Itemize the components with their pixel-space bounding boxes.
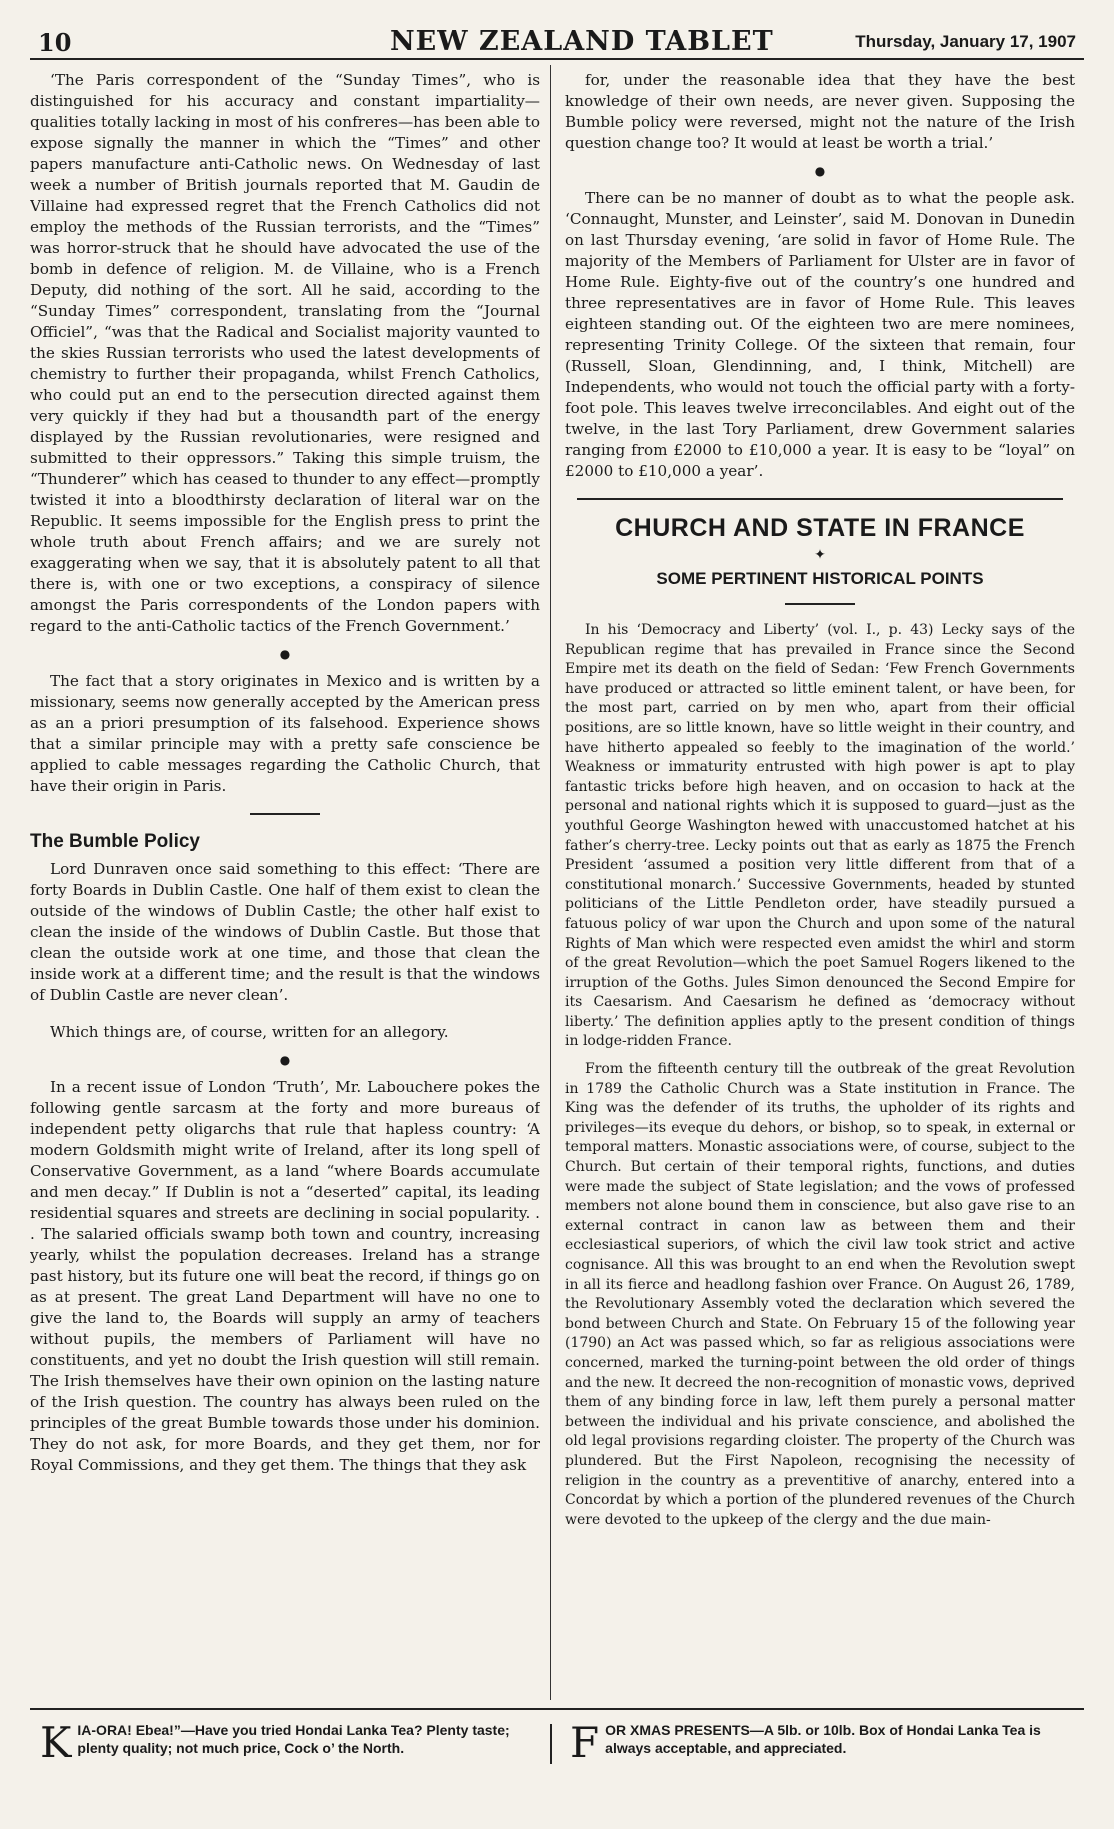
newspaper-title: NEW ZEALAND TABLET — [390, 26, 774, 57]
paragraph: There can be no manner of doubt as to what the people ask. ‘Connaught, Munster, and Leinster’, said M. Donovan in Dunedin on last Thursday evening, ‘are solid in favor of Home Rule. The majority of the Members of Parliament for Ulster are in favor of Home Rule. Eighty-five out of the country’s one hundred and three representatives are in favor of Home Rule. This leaves eighteen standing out. Of the eighteen two are mere nominees, representing Trinity College. Of the sixteen that remain, four (Russell, Sloan, Glendinning, and, I think, Mitchell) are Independents, who would not touch the official party with a forty-foot pole. This leaves twelve irreconcilables. And eight out of the twelve, in the last Tory Parliament, drew Government salaries ranging from £2000 to £10,000 a year. It is easy to be “loyal” on £2000 to £10,000 a year’. — [565, 189, 1075, 480]
issue-date: Thursday, January 17, 1907 — [855, 32, 1076, 51]
paragraph: for, under the reasonable idea that they have the best knowledge of their own needs, are never given. Supposing the Bumble policy were reversed, might not the nature of the Irish question change too? It would at least be worth a trial.’ — [565, 71, 1075, 152]
page-number: 10 — [38, 28, 72, 57]
section-rule — [577, 498, 1063, 500]
paragraph: From the fifteenth century till the outbreak of the great Revolution in 1789 the Catholic Church was a State institution in France. The King was the defender of its truths, the upholder of its rights and privileges—its eveque du dehors, or bishop, so to speak, in external or temporal matters. Monastic associations were, of course, subject to the Church. But certain of their temporal rights, functions, and duties were made the subject of State legislation; and the vows of professed members not alone bound them in conscience, but also gave rise to an external contract in canon law as between them and their ecclesiastical superiors, of which the civil law took strict and active cognisance. All this was brought to an end when the Revolution swept in all its fierce and headlong fashion over France. On August 26, 1789, the Revolutionary Assembly voted the declaration which severed the bond between Church and State. On February 15 of the following year (1790) an Act was passed which, so far as religious associations were concerned, marked the turning-point between the old order of things and the new. It decreed the non-recognition of monastic vows, deprived them of any binding force in law, left them purely a personal matter between the individual and his private conscience, and abolished the old legal provisions regarding cloister. The property of the Church was plundered. But the First Napoleon, recognising the necessity of religion in the country as a preventitive of anarchy, entered into a Concordat by which a portion of the plundered revenues of the Church were devoted to the upkeep of the clergy and the due main- — [565, 1061, 1075, 1528]
separator-dot: ● — [279, 1053, 291, 1067]
ad-divider — [550, 1724, 552, 1764]
article-headline: CHURCH AND STATE IN FRANCE — [615, 514, 1025, 542]
paragraph: The fact that a story originates in Mexico and is written by a missionary, seems now generally accepted by the American press as an a priori presumption of its falsehood. Experience shows that a similar principle may with a pretty safe conscience be applied to cable messages regarding the Catholic Church, that have their origin in Paris. — [30, 672, 540, 795]
paragraph: Which things are, of course, written for an allegory. — [50, 1023, 449, 1041]
right-column — [565, 70, 1075, 1690]
column-divider — [550, 65, 551, 1700]
drop-cap: K — [40, 1718, 72, 1767]
advertisement-text: IA-ORA! Ebea!”—Have you tried Hondai Lanka Tea? Plenty taste; plenty quality; not much price, Cock o’ the North. — [77, 1722, 510, 1756]
section-heading: The Bumble Policy — [30, 831, 200, 852]
paragraph: In his ‘Democracy and Liberty’ (vol. I., p. 43) Lecky says of the Republican regime that has prevailed in France since the Second Empire met its death on the field of Sedan: ‘Few French Governments have produced or attracted so little eminent talent, or have been, for the most part, carried on by men who, apart from their official positions, are so little known, have so little weight in their country, and have hitherto appealed so feebly to the imagination of the world.’ Weakness or immaturity entrusted with high power is apt to play fantastic tricks before high heaven, and on occasion to hack at the personal and national rights which it is supposed to guard—just as the youthful George Washington hewed with unaccustomed hatchet at his father’s cherry-tree. Lecky points out that as early as 1875 the French President ‘assumed a position very little different from that of a constitutional monarch.’ Successive Governments, headed by stunted politicians of the Little Pendleton order, have steadily pursued a fatuous policy of war upon the Church and upon some of the natural Rights of Man which were respected even amidst the whirl and storm of the great Revolution—which the poet Samuel Rogers likened to the irruption of the Goths. Jules Simon denounced the Second Empire for its Caesarism. And Caesarism he defined as ‘democracy without liberty.’ The definition applies aptly to the present condition of things in lodge-ridden France. — [565, 622, 1075, 1050]
left-column — [30, 70, 540, 1690]
section-rule — [250, 813, 320, 815]
advertisement-text: OR XMAS PRESENTS—A 5lb. or 10lb. Box of Hondai Lanka Tea is always acceptable, and appreciated. — [605, 1722, 1041, 1756]
section-rule — [785, 603, 855, 605]
advertisement-left — [40, 1718, 530, 1782]
separator-dot: ● — [279, 647, 291, 661]
paragraph: ‘The Paris correspondent of the “Sunday Times”, who is distinguished for his accuracy and constant impartiality—qualities totally lacking in most of his confreres—has been able to expose signally the manner in which the “Times” and other papers manufacture anti-Catholic news. On Wednesday of last week a number of British journals reported that M. Gaudin de Villaine had expressed regret that the French Catholics did not employ the methods of the Russian terrorists, and the “Times” was horror-struck that he should have advocated the use of the bomb in defence of religion. M. de Villaine, who is a French Deputy, did nothing of the sort. All he said, according to the “Sunday Times” correspondent, translating from the “Journal Officiel”, “was that the Radical and Socialist majority vaunted to the skies Russian terrorists who used the latest developments of chemistry to further their propaganda, whilst French Catholics, who could put an end to the persecution directed against them very quickly if they had but a thousandth part of the energy displayed by the Russian revolutionaries, were resigned and submitted to their oppressors.” Taking this simple truism, the “Thunderer” which has ceased to thunder to any effect—promptly twisted it into a bloodthirsty declaration of literal war on the Republic. It seems impossible for the English press to print the whole truth about French affairs; and we are surely not exaggerating when we say, that it is absolutely patent to all that there is, with one or two exceptions, a conspiracy of silence amongst the Paris correspondents of the London papers with regard to the anti-Catholic tactics of the French Government.’ — [30, 71, 540, 635]
paragraph: Lord Dunraven once said something to this effect: ‘There are forty Boards in Dublin Castle. One half of them exist to clean the outside of the windows of Dublin Castle; the other half exist to clean the inside of the windows of Dublin Castle. But those that clean the outside work at one time, and those that clean the inside work at a different time; and the result is that the windows of Dublin Castle are never clean’. — [30, 860, 540, 1004]
paragraph: In a recent issue of London ‘Truth’, Mr. Labouchere pokes the following gentle sarcasm at the forty and more bureaus of independent petty oligarchs that rule that hapless country: ‘A modern Goldsmith might write of Ireland, after its long spell of Conservative Government, as a land “where Boards accumulate and men decay.” If Dublin is not a “deserted” capital, its leading residential squares and streets are declining in social popularity. . . The salaried officials swamp both town and country, increasing yearly, whilst the population decreases. Ireland has a strange past history, but its future one will beat the record, if things go on as at present. The great Land Department will have no one to give the land to, the Boards will supply an army of teachers without pupils, the members of Parliament will have no constituents, and yet no doubt the Irish question will still remain. The Irish themselves have their own opinion on the lasting nature of the Irish question. The country has always been ruled on the principles of the great Bumble towards those under his dominion. They do not ask, for more Boards, and they get them, nor for Royal Commissions, and they get them. The things that they ask — [30, 1078, 540, 1474]
footer-rule — [30, 1708, 1084, 1710]
ornament-icon: ✦ — [814, 547, 826, 563]
drop-cap: F — [570, 1718, 600, 1767]
advertisement-right — [570, 1718, 1070, 1782]
page-header — [30, 18, 1084, 60]
separator-dot: ● — [814, 164, 826, 178]
article-subheading: SOME PERTINENT HISTORICAL POINTS — [656, 569, 984, 588]
